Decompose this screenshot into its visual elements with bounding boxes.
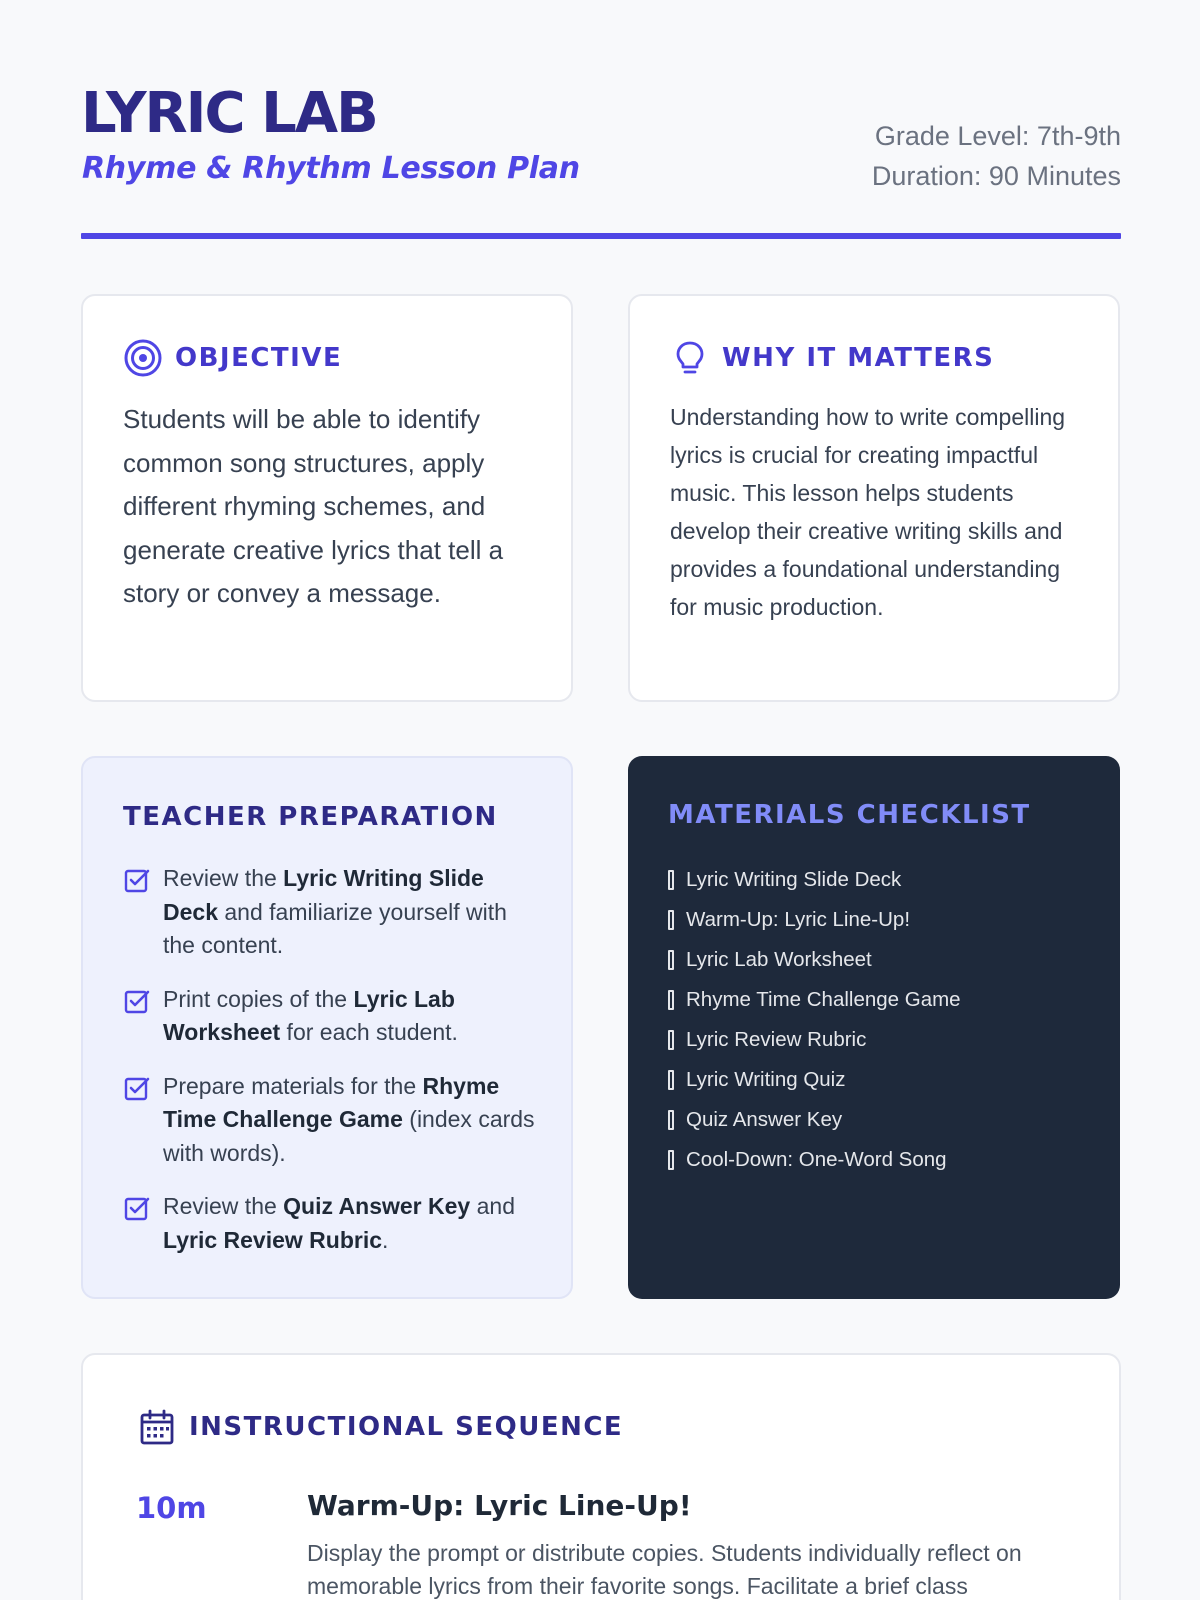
materials-item-label: Lyric Review Rubric [686, 1028, 867, 1051]
prep-item [123, 1070, 543, 1171]
prep-item-segment: and familiarize yourself with the content. [163, 898, 507, 958]
instructional-sequence-title: INSTRUCTIONAL SEQUENCE [189, 1412, 624, 1442]
header-divider [81, 233, 1121, 239]
lightbulb-icon [670, 338, 710, 378]
prep-item-segment: Review the [163, 865, 284, 891]
checkbox-icon[interactable] [668, 910, 674, 930]
teacher-preparation-list [123, 862, 543, 1277]
materials-item-label: Rhyme Time Challenge Game [686, 988, 961, 1011]
prep-item-segment: for each student. [280, 1019, 458, 1045]
materials-checklist-card [628, 756, 1120, 1299]
prep-item-highlight: Lyric Writing Slide Deck [163, 865, 484, 925]
checkbox-icon[interactable] [668, 1030, 674, 1050]
prep-item-segment: . [382, 1226, 389, 1253]
step-description: Display the prompt or distribute copies. Students individually reflect on memorable lyrics from their favorite songs. Facilitate a brief class [307, 1540, 1022, 1599]
page-header [81, 82, 1121, 192]
materials-item[interactable] [668, 1100, 961, 1140]
why-it-matters-text: Understanding how to write compelling lyrics is crucial for creating impactful music. This lesson helps students develop their creative writing skills and provides a foundational understanding for music production. [670, 404, 1066, 620]
prep-item-text [163, 983, 543, 1050]
checkbox-icon[interactable] [668, 950, 674, 970]
checkbox-icon[interactable] [668, 870, 674, 890]
checkbox-icon[interactable] [668, 1110, 674, 1130]
prep-item-text [163, 862, 543, 963]
prep-item-segment: (index cards with words). [163, 1106, 535, 1166]
materials-checklist-list [668, 860, 961, 1180]
teacher-preparation-card [81, 756, 573, 1299]
why-it-matters-title: WHY IT MATTERS [722, 343, 995, 373]
why-it-matters-card [628, 294, 1120, 702]
checkbox-icon[interactable] [668, 990, 674, 1010]
checkbox-icon [123, 987, 151, 1015]
materials-item-label: Quiz Answer Key [686, 1108, 843, 1131]
calendar-icon [137, 1407, 177, 1447]
objective-title: OBJECTIVE [175, 343, 343, 373]
materials-item-label: Warm-Up: Lyric Line-Up! [686, 908, 911, 931]
prep-item-segment: Review the [163, 1193, 284, 1219]
checkbox-icon [123, 1074, 151, 1102]
grade-level: Grade Level: 7th-9th [874, 121, 1121, 151]
checkbox-icon [123, 866, 151, 894]
prep-item-segment: and [470, 1193, 515, 1219]
prep-item-highlight: Rhyme Time Challenge Game [163, 1072, 500, 1132]
prep-item-segment: Print copies of the [163, 985, 354, 1012]
objective-card [81, 294, 573, 702]
checkbox-icon [123, 1194, 151, 1222]
step-duration: 10m [136, 1491, 207, 1525]
materials-item[interactable] [668, 900, 961, 940]
page-title: LYRIC LAB [81, 81, 377, 146]
prep-item [123, 1190, 543, 1257]
materials-item[interactable] [668, 1140, 961, 1180]
materials-item-label: Lyric Writing Quiz [686, 1068, 846, 1091]
prep-item [123, 983, 543, 1050]
prep-item-text [163, 1070, 543, 1171]
prep-item-highlight: Lyric Review Rubric [163, 1226, 383, 1253]
prep-item-highlight: Lyric Lab Worksheet [163, 985, 455, 1045]
materials-item-label: Lyric Lab Worksheet [686, 948, 872, 971]
materials-item[interactable] [668, 980, 961, 1020]
teacher-preparation-title: TEACHER PREPARATION [123, 802, 498, 832]
step-title: Warm-Up: Lyric Line-Up! [307, 1489, 692, 1522]
prep-item-text [163, 1190, 543, 1257]
materials-item-label: Cool-Down: One-Word Song [686, 1148, 947, 1171]
target-icon [123, 338, 163, 378]
instructional-sequence-card [81, 1353, 1121, 1600]
materials-item-label: Lyric Writing Slide Deck [686, 868, 902, 891]
objective-text: Students will be able to identify common song structures, apply different rhyming schemes, and generate creative lyrics that tell a story or convey a message. [123, 404, 504, 608]
materials-item[interactable] [668, 1060, 961, 1100]
checkbox-icon[interactable] [668, 1150, 674, 1170]
prep-item-segment: Prepare materials for the [163, 1072, 423, 1099]
materials-item[interactable] [668, 860, 961, 900]
page-subtitle: Rhyme & Rhythm Lesson Plan [82, 151, 580, 186]
prep-item-highlight: Quiz Answer Key [283, 1193, 471, 1219]
prep-item [123, 862, 543, 963]
duration: Duration: 90 Minutes [871, 161, 1121, 191]
materials-item[interactable] [668, 1020, 961, 1060]
lesson-meta [872, 116, 1121, 196]
materials-checklist-title: MATERIALS CHECKLIST [668, 800, 1031, 830]
checkbox-icon[interactable] [668, 1070, 674, 1090]
materials-item[interactable] [668, 940, 961, 980]
